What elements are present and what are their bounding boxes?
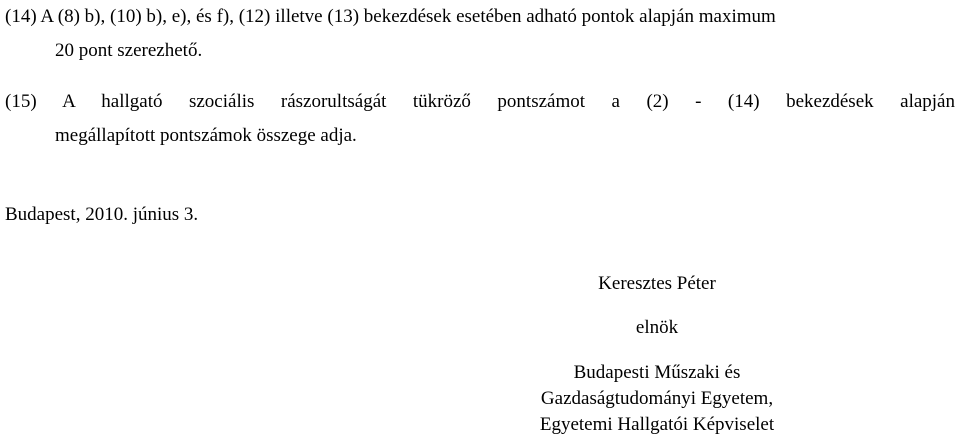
- signatory-role: elnök: [635, 317, 679, 338]
- organization-line-2: Gazdaságtudományi Egyetem,: [540, 388, 774, 409]
- paragraph-15: [5, 85, 955, 153]
- organization-line-3: Egyetemi Hallgatói Képviselet: [539, 414, 775, 435]
- organization-line-1: Budapesti Műszaki és: [573, 362, 741, 383]
- paragraph-15-line-1: (15) A hallgató szociális rászorultságát tükröző pontszámot a (2) - (14) bekezdések alapján: [5, 91, 955, 112]
- date-line: Budapest, 2010. június 3.: [5, 204, 199, 225]
- signatory-name: Keresztes Péter: [598, 273, 716, 294]
- paragraph-14-line-2: 20 pont szerezhető.: [55, 40, 203, 61]
- paragraph-14-line-1: (14) A (8) b), (10) b), e), és f), (12) illetve (13) bekezdések esetében adható pontok alapján maximum: [5, 6, 776, 27]
- paragraph-15-line-2: megállapított pontszámok összege adja.: [55, 125, 357, 146]
- paragraph-14: [5, 0, 955, 68]
- signatory-organization: [450, 360, 864, 438]
